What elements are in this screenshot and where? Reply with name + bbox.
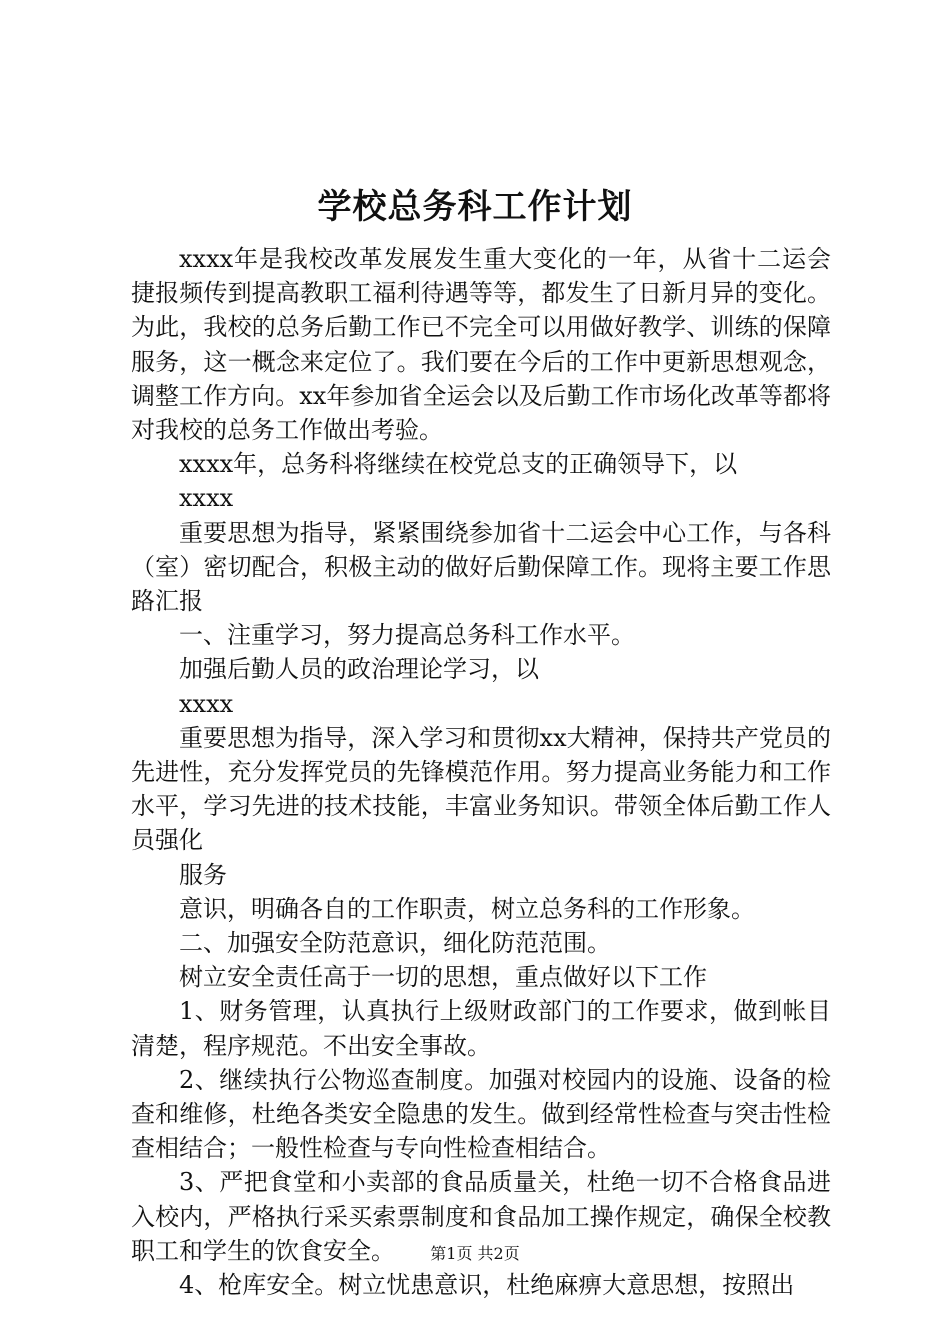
paragraph-guiding-thought: 重要思想为指导，紧紧围绕参加省十二运会中心工作，与各科（室）密切配合，积极主动的做好后勤保障工作。现将主要工作思路汇报: [131, 518, 831, 616]
paragraph-service: 服务: [179, 860, 227, 889]
paragraph-awareness: 意识，明确各自的工作职责，树立总务科的工作形象。: [179, 894, 755, 923]
paragraph-placeholder: xxxx: [179, 484, 234, 513]
list-item-inspection: 2、继续执行公物巡查制度。加强对校园内的设施、设备的检查和维修，杜绝各类安全隐患的发生。做到经常性检查与突击性检查相结合；一般性检查与专向性检查相结合。: [131, 1065, 831, 1163]
paragraph-safety-lead: 树立安全责任高于一切的思想，重点做好以下工作: [179, 963, 707, 992]
list-item-food-safety: 3、严把食堂和小卖部的食品质量关，杜绝一切不合格食品进入校内，严格执行采买索票制度和食品加工操作规定，确保全校教职工和学生的饮食安全。: [131, 1168, 831, 1265]
page-indicator: 第1页 共2页: [430, 1244, 520, 1263]
paragraph-intro: xxxx年是我校改革发展发生重大变化的一年，从省十二运会捷报频传到提高教职工福利待遇等等，都发生了日新月异的变化。为此，我校的总务后勤工作已不完全可以用做好教学、训练的保障服务，这一概念来定位了。我们要在今后的工作中更新思想观念，调整工作方向。xx年参加省全运会以及后勤工作市场化改革等都将对我校的总务工作做出考验。: [131, 245, 831, 445]
paragraph-study-detail: 重要思想为指导，深入学习和贯彻xx大精神，保持共产党员的先进性，充分发挥党员的先锋模范作用。努力提高业务能力和工作水平，学习先进的技术技能，丰富业务知识。带领全体后勤工作人员强化: [131, 723, 831, 855]
paragraph-placeholder: xxxx: [179, 689, 234, 718]
list-item-finance: 1、财务管理，认真执行上级财政部门的工作要求，做到帐目清楚，程序规范。不出安全事故。: [131, 997, 831, 1060]
section-heading-1: 一、注重学习，努力提高总务科工作水平。: [179, 621, 635, 650]
list-item-armory: 4、枪库安全。树立忧患意识，杜绝麻痹大意思想，按照出: [179, 1271, 795, 1300]
paragraph-plan-lead: xxxx年，总务科将继续在校党总支的正确领导下，以: [179, 450, 738, 479]
document-body: [131, 242, 831, 1302]
section-heading-2: 二、加强安全防范意识，细化防范范围。: [179, 929, 611, 958]
document-title: 学校总务科工作计划: [317, 187, 633, 227]
paragraph-study-lead: 加强后勤人员的政治理论学习，以: [179, 655, 539, 684]
